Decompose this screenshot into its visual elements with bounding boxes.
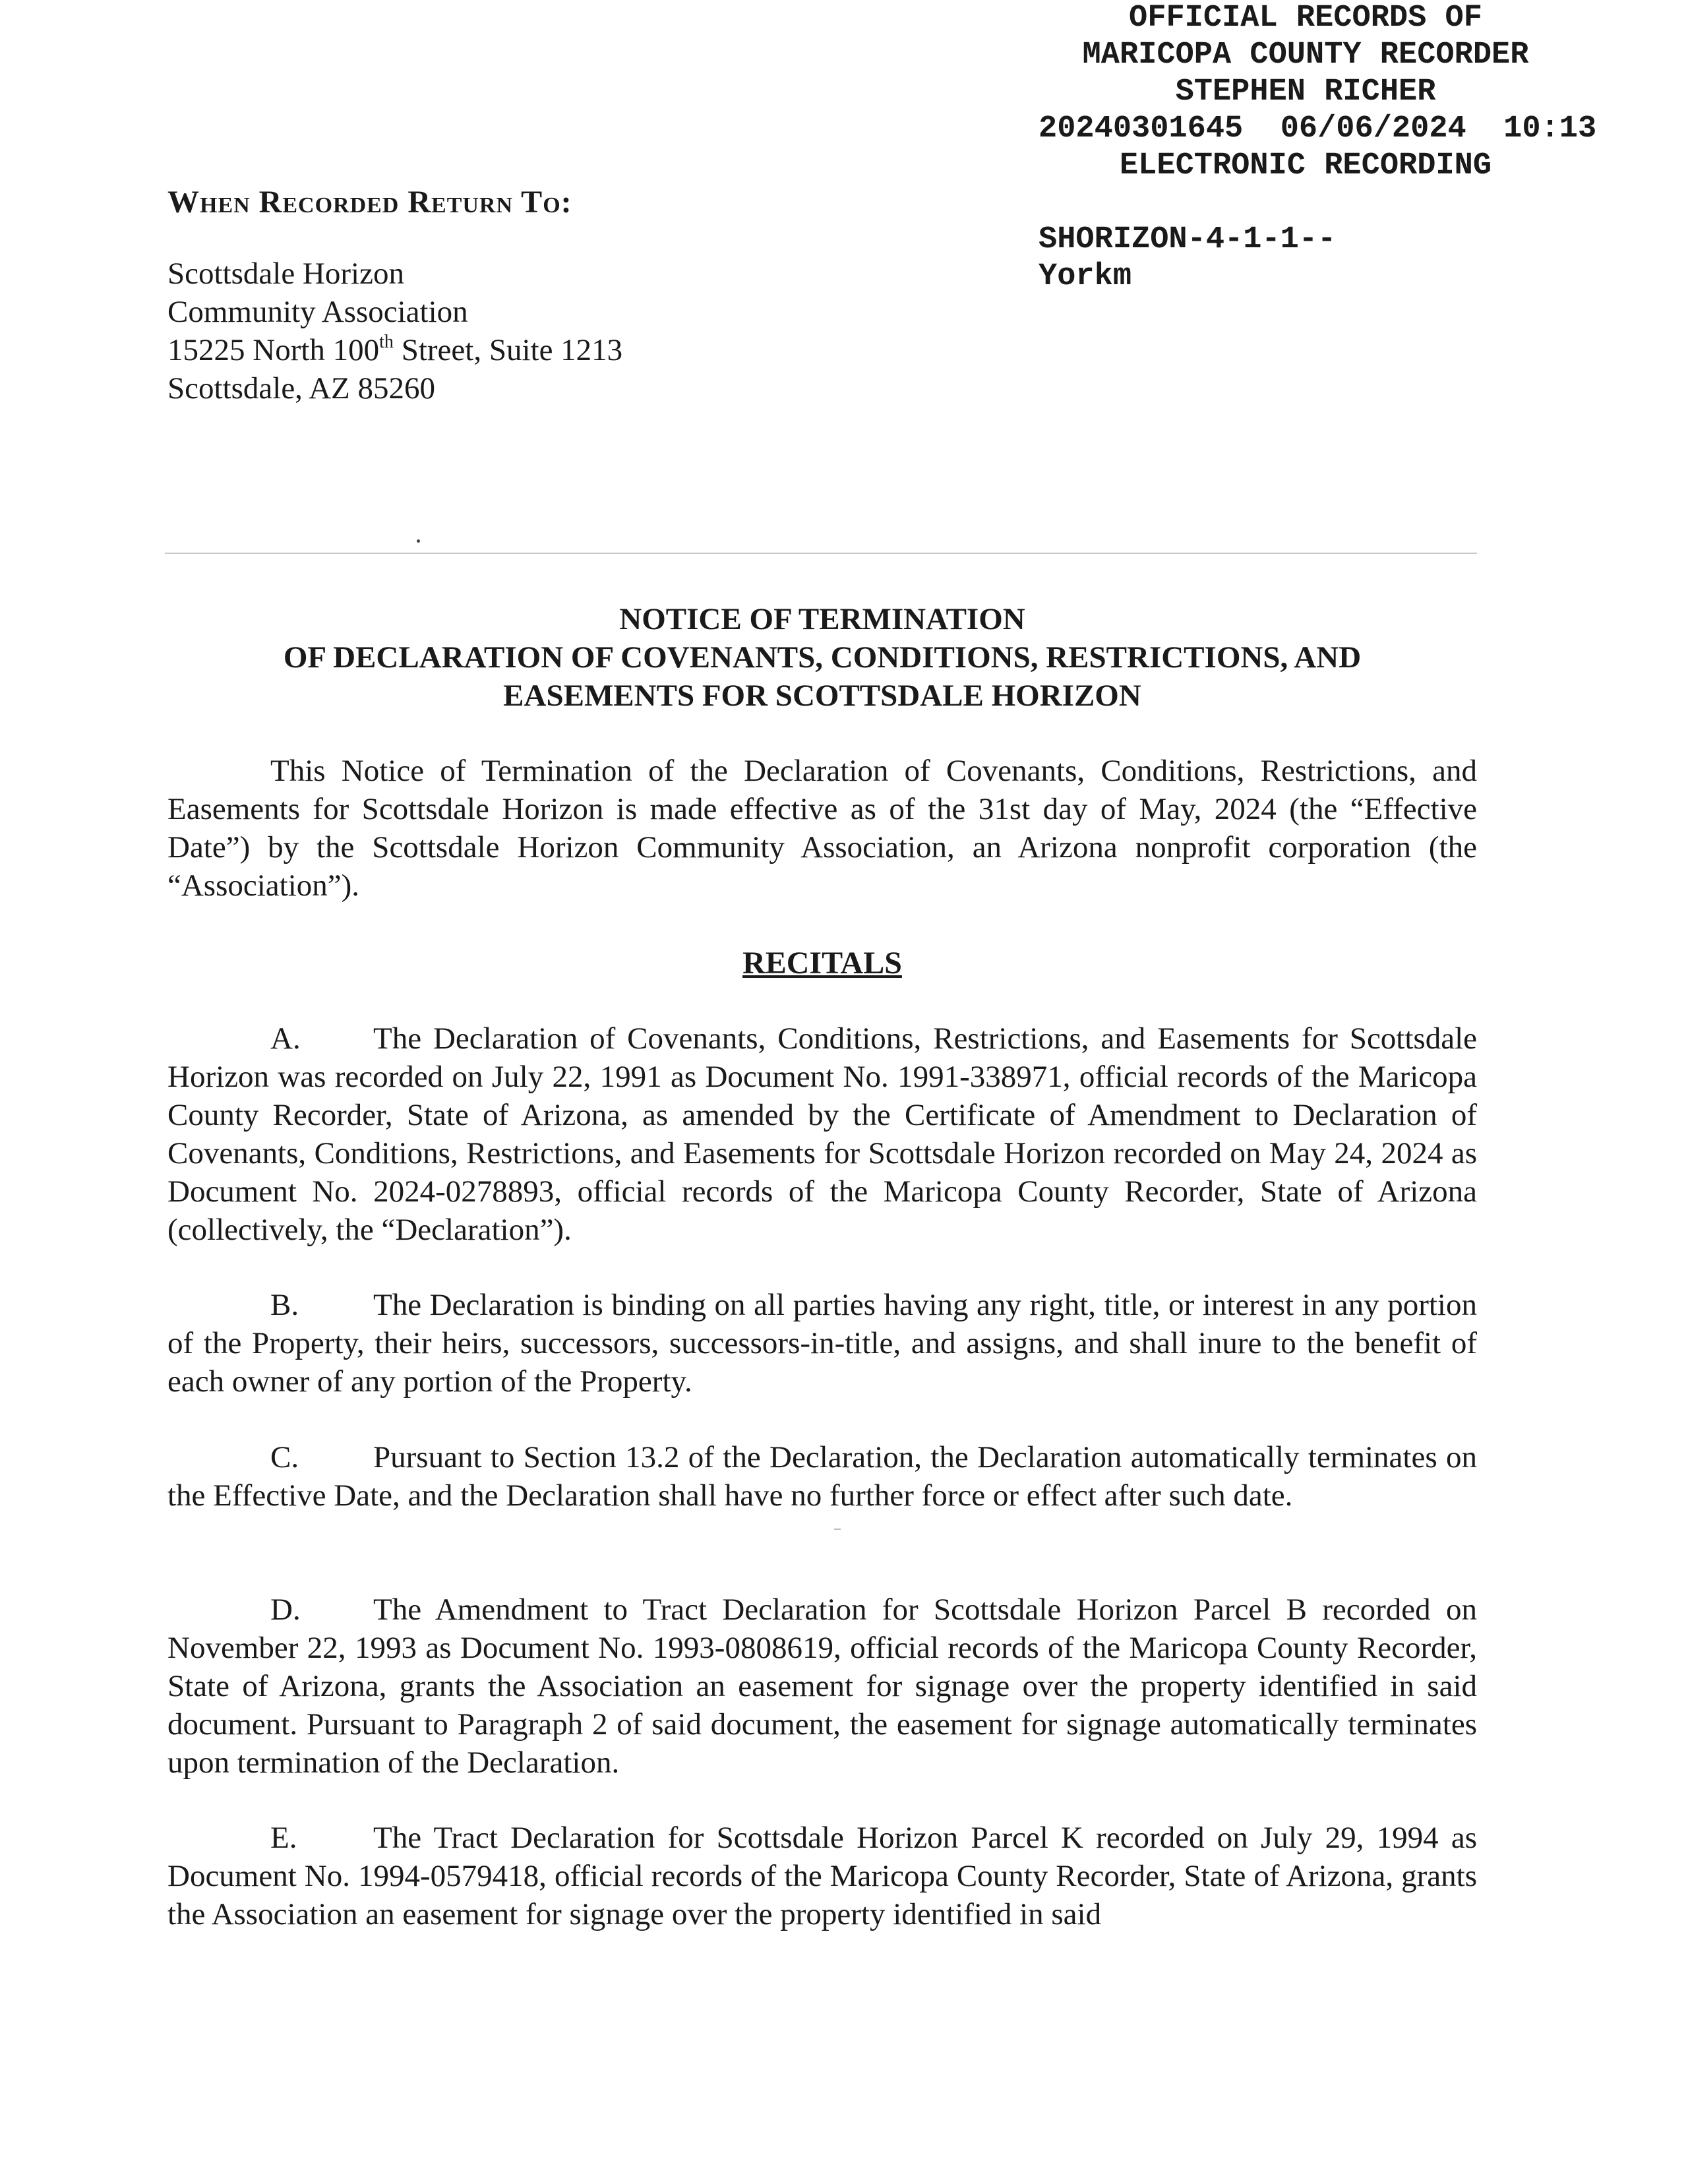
street-number: 15225 North 100 bbox=[167, 333, 380, 367]
scan-mark bbox=[834, 1529, 841, 1530]
return-to-line-2: Community Association bbox=[167, 295, 468, 329]
stamp-time: 10:13 bbox=[1503, 111, 1597, 146]
recital-letter: D. bbox=[270, 1592, 301, 1627]
return-to-address bbox=[167, 183, 622, 408]
stamp-recording-line bbox=[989, 111, 1688, 148]
recital-e bbox=[167, 1819, 1477, 1933]
recital-letter: B. bbox=[270, 1288, 299, 1322]
stamp-ref-line-2: Yorkm bbox=[1039, 259, 1132, 294]
title-line-2: OF DECLARATION OF COVENANTS, CONDITIONS, RESTRICTIONS, AND bbox=[283, 640, 1362, 675]
recital-text: The Declaration is binding on all parties having any right, title, or interest in any portion of the Property, their heirs, successors, successors-in-title, and assigns, and shall inure to the benefit of each owner of any portion of the Property. bbox=[167, 1288, 1477, 1399]
recital-a bbox=[167, 1019, 1477, 1249]
return-to-street bbox=[167, 331, 622, 369]
stamp-line-2: MARICOPA COUNTY RECORDER bbox=[1082, 38, 1529, 73]
recital-c bbox=[167, 1438, 1477, 1515]
stamp-line-5: ELECTRONIC RECORDING bbox=[1119, 148, 1492, 183]
stamp-line-1: OFFICIAL RECORDS OF bbox=[1129, 1, 1482, 36]
recital-letter: A. bbox=[270, 1021, 301, 1056]
title-line-1: NOTICE OF TERMINATION bbox=[619, 602, 1025, 636]
street-ordinal: th bbox=[379, 332, 394, 353]
title-line-3: EASEMENTS FOR SCOTTSDALE HORIZON bbox=[503, 679, 1141, 713]
stamp-ref-line-1: SHORIZON-4-1-1-- bbox=[1039, 222, 1337, 257]
return-to-line-1: Scottsdale Horizon bbox=[167, 257, 404, 291]
recital-letter: C. bbox=[270, 1440, 299, 1474]
recitals-heading bbox=[167, 944, 1477, 983]
recital-b bbox=[167, 1286, 1477, 1401]
recital-text: The Tract Declaration for Scottsdale Horizon Parcel K recorded on July 29, 1994 as Document No. 1994-0579418, official records of the Maricopa County Recorder, State of Arizona, grants the Association an easement for signage over the property identified in said bbox=[167, 1821, 1477, 1931]
return-to-heading: When Recorded Return To: bbox=[167, 185, 572, 220]
stamp-date: 06/06/2024 bbox=[1280, 111, 1466, 146]
recitals-heading-text: RECITALS bbox=[742, 946, 902, 981]
recorder-stamp bbox=[989, 0, 1688, 185]
header-divider bbox=[165, 553, 1477, 554]
divider-dot bbox=[417, 539, 420, 543]
stamp-reference bbox=[1039, 222, 1336, 295]
recital-letter: E. bbox=[270, 1821, 297, 1855]
return-to-city: Scottsdale, AZ 85260 bbox=[167, 371, 435, 406]
document-title bbox=[167, 600, 1477, 715]
intro-paragraph: This Notice of Termination of the Declaration of Covenants, Conditions, Restrictions, and Easements for Scottsdale Horizon is made effective as of the 31st day of May, 2024 (the “Effective Date”) by the Scottsdale Horizon Community Association, an Arizona nonprofit corporation (the “Association”). bbox=[167, 754, 1477, 903]
street-rest: Street, Suite 1213 bbox=[393, 333, 623, 367]
stamp-line-3: STEPHEN RICHER bbox=[1175, 75, 1436, 109]
recital-text: The Amendment to Tract Declaration for Scottsdale Horizon Parcel B recorded on November 22, 1993 as Document No. 1993-0808619, official records of the Maricopa County Recorder, State of Arizona, grants the Association an easement for signage over the property identified in said document. Pursuant to Paragraph 2 of said document, the easement for signage automatically terminates upon termination of the Declaration. bbox=[167, 1592, 1477, 1780]
recital-text: Pursuant to Section 13.2 of the Declaration, the Declaration automatically terminates on the Effective Date, and the Declaration shall have no further force or effect after such date. bbox=[167, 1440, 1477, 1513]
recital-text: The Declaration of Covenants, Conditions, Restrictions, and Easements for Scottsdale Horizon was recorded on July 22, 1991 as Document No. 1991-338971, official records of the Maricopa County Recorder, State of Arizona, as amended by the Certificate of Amendment to Declaration of Covenants, Conditions, Restrictions, and Easements for Scottsdale Horizon recorded on May 24, 2024 as Document No. 2024-0278893, official records of the Maricopa County Recorder, State of Arizona (collectively, the “Declaration”). bbox=[167, 1021, 1477, 1247]
recital-d bbox=[167, 1591, 1477, 1782]
stamp-document-number: 20240301645 bbox=[1039, 111, 1244, 146]
